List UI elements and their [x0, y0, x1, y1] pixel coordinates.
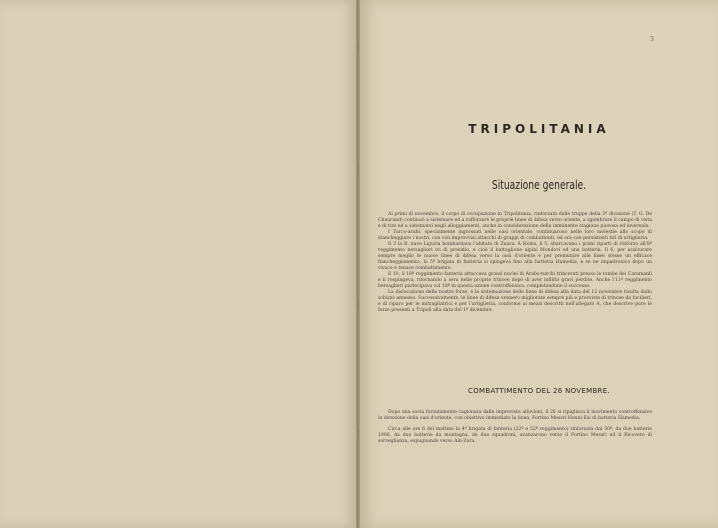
paragraph: Il 3 la R. nave Liguria bombardava l'abitato di Zuara. A Homs, il 5, sbarcavano i primi riparti di rinforzo all'8º reggimento bersaglieri ivi di presidio, e cioè il battaglione alpini Mondovì ed una batteria. Il 6, per assicurare sempre meglio le nuove linee di difesa verso la oasi d'oriente e per premunire alle linee stesse un efficace fiancheggiamento, la 5ª brigata di fanteria si spingeva fino alla batteria Hamedia, e se ne impadroniva dopo un vivace e tenace combattimento. [378, 242, 652, 271]
body-text [378, 212, 652, 314]
paragraph: Ai primi di novembre, il corpo di occupazione in Tripolitania, rinforzato dalle truppe della 3ª divisione (T. G. De Chaurand) continuò a sistemare ed a rafforzare le proprie linee di difesa verso oriente, a sgombrare il campo di vista e di tiro ed a sistemarsi negli alloggiamenti, anche in considerazione della imminente stagione piovosa ed invernale. [378, 212, 652, 229]
paragraph: La dislocazione delle nostre forze, e la sistemazione delle linee di difesa alla data del 12 novembre risulta dallo schizzo annesso. Successivamente, le linee di difesa vennero migliorate sempre più e provviste di trincee da fucilieri, e di riparo per le mitragliatrici e per l'artiglieria, conforme ai mezzi descritti nell'allegato A, che descrive pure le forze presenti a Tripoli alla data del 1º dicembre. [378, 290, 652, 313]
section-heading: COMBATTIMENTO DEL 26 NOVEMBRE. [468, 387, 610, 395]
margin-mark [358, 300, 359, 310]
section-subtitle: Situazione generale. [491, 178, 587, 192]
left-page [0, 0, 356, 528]
margin-mark [358, 430, 359, 440]
page-number: 3 [650, 36, 654, 43]
body-text-2 [378, 410, 652, 450]
margin-mark [358, 42, 359, 52]
margin-mark [358, 165, 359, 175]
page-title: TRIPOLITANIA [468, 122, 610, 136]
paragraph: Dopo una sosta forzatamente cagionata dalle impreviste alluvioni, il 26 si ripigliava il movimento controffensivo in direzione della oasi d'oriente, con obiettivo immediato la linea, Fortino Messri-Henni-Esi di batteria Hamedia. [378, 410, 652, 421]
paragraph: Il 10, il 18º reggimento fanteria attaccava grossi nuclei di Arabo-turchi trincerati presso le tombe dei Caramanli e li respingeva, ritornando a sera nelle proprie trincee dopo di aver inflitto gravi perdite. Anche l'11º reggimento bersaglieri partecipava col 18º in questa azione controffensiva, completandone il successo. [378, 272, 652, 289]
paragraph: I Turco-arabi, specialmente ingrossati nelle oasi orientale, continuarono nelle loro molestie allo scopo di stancheggiare i nostri, con con improvvisi attacchi di gruppi di combattenti, ed ora con persistenti tiri di artiglieria. [378, 230, 652, 241]
bleed-through-text [160, 206, 220, 214]
paragraph: Circa alle ore 6 del mattino la 4ª brigata di fanteria (22º e 52º reggimento) rinforzata dal 50º, da due batterie 1906, da due batterie da montagna, da due squadroni, avanzarono verso il Fortino Messri ed il Ricovero di sorveglianza, espugnando verso Ain-Zara. [378, 427, 652, 444]
